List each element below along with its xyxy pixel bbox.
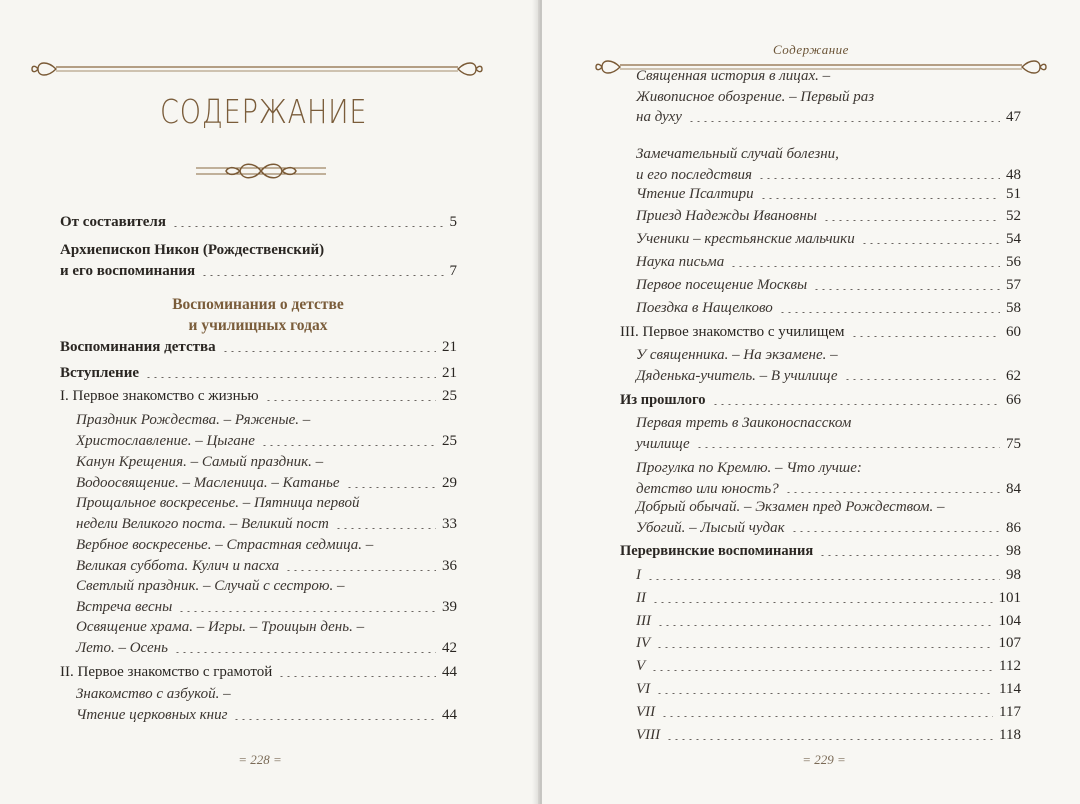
dot-leader [696,447,1000,448]
toc-page-number: 21 [442,339,457,355]
right-page [542,0,1080,804]
dot-leader [178,611,436,612]
toc-entry[interactable] [636,588,1021,609]
toc-page-number: 36 [442,558,457,574]
toc-entry-title-line: и его воспоминания [60,263,196,279]
toc-entry[interactable] [60,363,457,384]
toc-entry[interactable] [76,410,457,452]
toc-entry[interactable] [636,725,1021,746]
toc-entry-title-line: Освящение храма. – Игры. – Троицын день. – [76,619,365,635]
dot-leader [661,716,993,717]
dot-leader [201,275,443,276]
toc-entry-title-line: Лето. – Осень [76,640,168,656]
toc-entry[interactable] [636,565,1021,586]
toc-page-number: 62 [1006,367,1021,384]
toc-page-number: 29 [442,475,457,491]
toc-entry[interactable] [60,337,457,358]
toc-page-number: 98 [1006,567,1021,583]
toc-entry[interactable] [60,240,457,282]
toc-entry[interactable] [636,633,1021,654]
toc-entry-title-line: Вступление [60,365,139,381]
toc-page-number: 101 [998,590,1021,606]
toc-entry-title-line: Первое посещение Москвы [636,277,808,293]
toc-page-number: 56 [1006,254,1021,270]
dot-leader [278,676,436,677]
toc-entry-title-line: Поездка в Нащелково [636,300,773,316]
toc-page-number: 48 [1006,166,1021,183]
toc-entry[interactable] [620,390,1021,411]
toc-page-number: 25 [442,433,457,449]
toc-entry[interactable] [636,458,1021,499]
toc-entry-title-line: Замечательный случай болезни, [636,146,839,162]
toc-entry-title-line: Приезд Надежды Ивановны [636,208,817,224]
toc-entry-title-line: IV [636,635,651,651]
toc-entry-title-line: От составителя [60,214,166,230]
dot-leader [656,647,992,648]
toc-entry-title-line: II [636,590,646,606]
dot-leader [813,289,1000,290]
dot-leader [335,528,436,529]
toc-entry[interactable] [636,298,1021,319]
toc-entry-title-line: Дяденька-учитель. – В училище [636,367,838,384]
toc-page-number: 52 [1006,208,1021,224]
dot-leader [174,652,436,653]
dot-leader [823,220,1000,221]
toc-entry[interactable] [76,535,457,577]
dot-leader [758,178,1000,179]
toc-entry-title-line: детство или юность? [636,480,779,497]
toc-entry-title-line: Чтение Псалтири [636,186,754,202]
dot-leader [844,379,1000,380]
toc-entry[interactable] [76,452,457,494]
toc-page-number: 66 [1006,392,1021,408]
toc-page-number: 60 [1006,324,1021,340]
toc-entry-title-line: Из прошлого [620,392,706,408]
dot-leader [261,445,436,446]
toc-entry-title-line: Прогулка по Кремлю. – Что лучше: [636,460,862,476]
toc-page-number: 44 [442,664,457,680]
page-title: СОДЕРЖАНИЕ [160,92,368,131]
toc-entry-title-line: и его последствия [636,166,752,183]
toc-page-number: 21 [442,365,457,381]
toc-entry-title-line: Священная история в лицах. – [636,68,831,84]
toc-entry-title-line: Живописное обозрение. – Первый раз [636,88,875,105]
toc-entry-title-line: Светлый праздник. – Случай с сестрою. – [76,578,345,594]
toc-entry-title-line: Великая суббота. Кулич и пасха [76,558,280,574]
toc-entry-title-line: училище [636,435,690,452]
dot-leader [712,404,1001,405]
dot-leader [819,555,1000,556]
toc-entry[interactable] [636,679,1021,700]
toc-entry-title-line: У священника. – На экзамене. – [636,347,838,363]
toc-entry[interactable] [620,322,1021,343]
toc-entry-title-line: Воспоминания детства [60,339,216,355]
title-ornament [196,158,326,189]
dot-leader [861,243,1000,244]
toc-entry-title-line: Канун Крещения. – Самый праздник. – [76,454,324,470]
header-ornament-rule [30,58,484,80]
toc-entry-title-line: III. Первое знакомство с училищем [620,324,845,340]
dot-leader [785,492,1000,493]
toc-entry-title-line: Водоосвящение. – Масленица. – Катанье [76,475,340,491]
toc-entry-title-line: I [636,567,641,583]
toc-entry[interactable] [636,144,1021,185]
dot-leader [285,570,436,571]
toc-entry-title-line: Перервинские воспоминания [620,543,814,559]
toc-entry[interactable] [636,206,1021,227]
toc-page-number: 98 [1006,543,1021,559]
toc-entry[interactable] [636,656,1021,677]
page-number-footer: = 229 = [802,752,846,767]
dot-leader [851,336,1000,337]
dot-leader [222,351,436,352]
toc-entry[interactable] [636,275,1021,296]
toc-entry[interactable] [76,576,457,618]
toc-entry-title-line: Праздник Рождества. – Ряженые. – [76,412,311,428]
toc-entry-title-line: недели Великого поста. – Великий пост [76,516,329,532]
toc-entry-title-line: II. Первое знакомство с грамотой [60,664,273,680]
toc-entry-title-line: Христославление. – Цыгане [76,433,255,449]
toc-entry-title-line: VIII [636,727,661,743]
toc-entry-title-line: VI [636,681,651,697]
toc-entry-title-line: Архиепископ Никон (Рождественский) [60,242,325,258]
toc-entry-title-line: I. Первое знакомство с жизнью [60,388,259,404]
toc-page-number: 104 [998,613,1021,629]
toc-entry[interactable] [76,493,457,535]
toc-page-number: 25 [442,388,457,404]
toc-entry[interactable] [60,662,457,683]
dot-leader [666,739,993,740]
toc-page-number: 117 [999,704,1021,720]
toc-entry-title-line: V [636,658,646,674]
toc-entry-title-line: Убогий. – Лысый чудак [636,519,785,536]
toc-page-number: 112 [999,658,1021,674]
toc-entry[interactable] [60,386,457,407]
toc-entry-title-line: Добрый обычай. – Экзамен пред Рождеством. – [636,499,945,515]
toc-page-number: 33 [442,516,457,532]
toc-entry[interactable] [636,497,1021,538]
toc-entry-title-line: Прощальное воскресенье. – Пятница первой [76,495,360,511]
toc-page-number: 75 [1006,435,1021,452]
dot-leader [651,670,993,671]
toc-entry-title-line: Наука письма [636,254,725,270]
toc-entry[interactable] [60,212,457,233]
toc-entry[interactable] [76,617,457,659]
dot-leader [172,226,444,227]
toc-entry[interactable] [636,702,1021,723]
toc-entry[interactable] [636,413,1021,454]
toc-entry-title-line: Чтение церковных книг [76,707,228,723]
toc-entry-title-line: VII [636,704,656,720]
toc-page-number: 42 [442,640,457,656]
section-heading: Воспоминания о детстве и училищных годах [172,296,344,334]
toc-page-number: 39 [442,599,457,615]
toc-entry-title-line: Первая треть в Заиконоспасском [636,415,852,431]
toc-entry-title-line: Вербное воскресенье. – Страстная седмица. – [76,537,374,553]
dot-leader [657,625,993,626]
toc-page-number: 114 [999,681,1021,697]
toc-page-number: 86 [1006,519,1021,536]
dot-leader [730,266,1000,267]
toc-entry[interactable] [636,184,1021,205]
dot-leader [647,579,1000,580]
toc-page-number: 118 [999,727,1021,743]
toc-page-number: 84 [1006,480,1021,497]
toc-entry-title-line: Встреча весны [76,599,173,615]
toc-page-number: 47 [1006,109,1021,125]
toc-entry[interactable] [636,345,1021,386]
dot-leader [652,602,993,603]
toc-page-number: 58 [1006,300,1021,316]
toc-entry[interactable] [620,541,1021,562]
toc-entry[interactable] [636,229,1021,250]
dot-leader [145,377,436,378]
toc-page-number: 5 [449,214,457,230]
dot-leader [656,693,993,694]
toc-entry[interactable] [636,252,1021,273]
toc-page-number: 107 [998,635,1021,651]
toc-page-number: 57 [1006,277,1021,293]
toc-entry[interactable] [636,66,1021,128]
toc-entry-title-line: Ученики – крестьянские мальчики [636,231,855,247]
running-head: Содержание [773,42,849,57]
toc-page-number: 44 [442,707,457,723]
toc-entry-title-line: на духу [636,109,682,125]
toc-page-number: 51 [1006,186,1021,202]
toc-page-number: 54 [1006,231,1021,247]
dot-leader [233,719,436,720]
toc-entry[interactable] [636,611,1021,632]
page-number-footer: = 228 = [238,752,282,767]
dot-leader [688,121,1000,122]
toc-entry-title-line: Знакомство с азбукой. – [76,686,231,702]
toc-page-number: 7 [449,263,457,279]
dot-leader [346,487,437,488]
dot-leader [265,400,436,401]
toc-entry[interactable] [76,684,457,726]
dot-leader [779,312,1000,313]
left-page [0,0,538,804]
dot-leader [760,198,1000,199]
toc-entry-title-line: III [636,613,651,629]
dot-leader [791,531,1000,532]
